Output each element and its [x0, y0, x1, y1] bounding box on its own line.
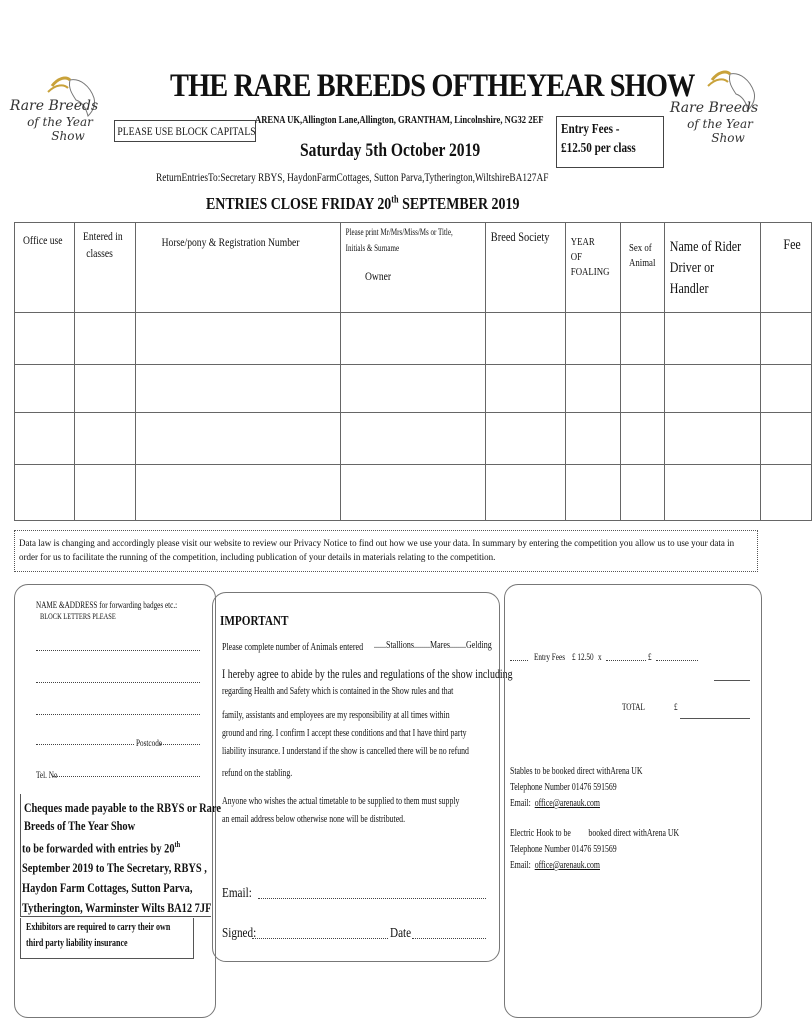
name-of-rider-label: Name of Rider: [670, 239, 742, 255]
name-address-label: NAME &ADDRESS for forwarding badges etc.:: [36, 600, 178, 610]
col-owner: [341, 223, 485, 313]
show-date: Saturday 5th October 2019: [300, 140, 481, 161]
table-row[interactable]: [15, 313, 812, 365]
agree-line-2: regarding Health and Safety which is contained in the Show rules and that: [222, 686, 454, 697]
date-field[interactable]: [412, 938, 486, 939]
hook-email-link[interactable]: office@arenauk.com: [534, 860, 601, 871]
stallions-mares-gelding[interactable]: ......Stallions........Mares........Gelding: [374, 640, 492, 651]
cheques-line-3-text: to be forwarded with entries by 20: [22, 840, 175, 856]
stables-email-label: Email:: [510, 798, 531, 809]
timetable-line-1: Anyone who wishes the actual timetable to be supplied to them must supply: [222, 796, 460, 807]
postcode-field[interactable]: [160, 744, 200, 745]
signed-label: Signed:: [222, 926, 257, 941]
agree-line-4: ground and ring. I confirm I accept these conditions and that I have third party: [222, 728, 467, 739]
hook-email-row: [510, 858, 600, 873]
important-heading: IMPORTANT: [220, 614, 289, 629]
address-line[interactable]: [36, 714, 200, 715]
logo-line-2: of the Year: [27, 115, 93, 129]
table-row[interactable]: [15, 465, 812, 521]
entry-fees-label: Entry Fees -: [561, 122, 620, 137]
driver-or-label: Driver or: [670, 260, 715, 276]
logo-line-1: Rare Breeds: [669, 100, 759, 116]
block-capitals: PLEASE USE BLOCK CAPITALS: [117, 124, 256, 138]
entries-close-sup: th: [391, 194, 399, 206]
tel-field[interactable]: [52, 776, 200, 777]
sex-of-label: Sex of: [629, 242, 653, 254]
col-entered: [75, 223, 136, 313]
entry-fees-value: £12.50 per class: [561, 141, 636, 156]
agree-line-6: refund on the stabling.: [222, 768, 293, 779]
entered-in-label: Entered in: [83, 229, 124, 243]
entries-close-main: ENTRIES CLOSE FRIDAY 20: [206, 194, 392, 213]
hook-line-2: Telephone Number 01476 591569: [510, 844, 617, 855]
fee-total-field[interactable]: [656, 660, 698, 661]
year-label: YEAR: [570, 236, 595, 248]
breed-society-label: Breed Society: [490, 229, 550, 244]
agree-line-3: family, assistants and employees are my responsibility at all times within: [222, 710, 450, 721]
address-line[interactable]: [36, 744, 134, 745]
stables-email-link[interactable]: office@arenauk.com: [534, 798, 601, 809]
data-law-box: [14, 530, 758, 572]
cheques-line-1: Cheques made payable to the RBYS or Rare: [24, 800, 221, 815]
stables-email-row: [510, 796, 600, 811]
logo-line-2: of the Year: [687, 117, 753, 131]
entries-table: [14, 222, 812, 521]
logo-line-1: Rare Breeds: [9, 98, 99, 114]
hook-line-1: [510, 826, 679, 841]
print-name-label-2: Initials & Surname: [346, 243, 400, 253]
cheques-line-5: Haydon Farm Cottages, Sutton Parva,: [22, 880, 193, 895]
total-pound: £: [674, 702, 678, 712]
cheques-line-2: Breeds of The Year Show: [24, 818, 136, 833]
cheques-sup: th: [174, 840, 181, 849]
col-horse: [136, 223, 341, 313]
animals-entered: Please complete number of Animals entered: [222, 642, 364, 653]
col-sex: [621, 223, 665, 313]
handler-label: Handler: [670, 281, 709, 297]
cheques-line-3: [22, 840, 180, 856]
email-field[interactable]: [258, 898, 486, 899]
table-row[interactable]: [15, 365, 812, 413]
col-fee: [761, 223, 812, 313]
logo-left: [8, 72, 100, 158]
cheques-line-4: September 2019 to The Secretary, RBYS ,: [22, 860, 207, 875]
date-label: Date: [390, 926, 412, 941]
owner-label: Owner: [365, 269, 392, 283]
hook-line-1b: booked direct withArena UK: [588, 828, 680, 839]
total-label: TOTAL: [622, 702, 645, 712]
return-address: ReturnEntriesTo:Secretary RBYS, HaydonFarmCottages, Sutton Parva,Tytherington,WiltshireBA127AF: [156, 170, 549, 184]
exhibitors-line-2: third party liability insurance: [26, 938, 128, 949]
fee-pound: £: [648, 652, 652, 662]
multiply-sign: x: [598, 652, 602, 662]
table-row[interactable]: [15, 413, 812, 465]
cheques-line-6: Tytherington, Warminster Wilts BA12 7JF: [22, 900, 212, 915]
total-field[interactable]: [680, 718, 750, 719]
animal-label: Animal: [629, 257, 656, 269]
col-office-use: [15, 223, 75, 313]
hook-email-label: Email:: [510, 860, 531, 871]
table-header-row: [15, 223, 812, 313]
rule-line: [714, 680, 750, 681]
hook-line-1a: Electric Hook to be: [510, 828, 571, 839]
exhibitors-line-1: Exhibitors are required to carry their own: [26, 922, 171, 933]
stables-line-2: Telephone Number 01476 591569: [510, 782, 617, 793]
horse-pony-label: Horse/pony & Registration Number: [161, 235, 300, 249]
col-breed-society: [485, 223, 565, 313]
venue: ARENA UK,Allington Lane,Allington, GRANTHAM, Lincolnshire, NG32 2EF: [255, 114, 544, 126]
postcode-label: Postcode: [136, 738, 162, 748]
logo-line-3: Show: [711, 131, 745, 145]
email-label: Email:: [222, 886, 252, 901]
data-law-text: Data law is changing and accordingly please visit our website to review our Privacy Notice to find out how we use your data. In summary by entering the competition you allow us to use your data in order for us to facilitate the running of the competition, including publication of your details in materials relating to the competition.: [19, 538, 735, 562]
col-rider: [665, 223, 761, 313]
page-title: THE RARE BREEDS OFTHEYEAR SHOW: [170, 68, 695, 104]
entry-fees-text: Entry Fees: [534, 652, 565, 662]
logo-line-3: Show: [51, 129, 85, 143]
fee-label: Fee: [783, 237, 802, 253]
col-year: [565, 223, 620, 313]
entry-fees-box: [556, 116, 664, 168]
print-name-label-1: Please print Mr/Mrs/Miss/Ms or Title,: [346, 227, 454, 237]
office-use-label: Office use: [23, 233, 63, 247]
agree-line-5: liability insurance. I understand if the show is cancelled there will be no refund: [222, 746, 469, 757]
of-label: OF: [570, 251, 583, 263]
address-line[interactable]: [36, 682, 200, 683]
fee-amount: £ 12.50: [572, 652, 594, 662]
entries-close-end: SEPTEMBER 2019: [398, 194, 520, 213]
tel-label: Tel. No: [36, 770, 58, 780]
signed-field[interactable]: [252, 938, 388, 939]
block-capitals-box: [114, 120, 256, 142]
timetable-line-2: an email address below otherwise none will be distributed.: [222, 814, 406, 825]
block-letters-label: BLOCK LETTERS PLEASE: [40, 612, 116, 621]
classes-count-field[interactable]: [510, 660, 528, 661]
foaling-label: FOALING: [570, 266, 610, 278]
address-line[interactable]: [36, 650, 200, 651]
agree-line-1: I hereby agree to abide by the rules and regulations of the show including: [222, 666, 513, 681]
entries-close: [206, 194, 519, 214]
fee-count-field[interactable]: [606, 660, 646, 661]
stables-line-1: Stables to be booked direct withArena UK: [510, 766, 643, 777]
classes-label: classes: [86, 246, 114, 260]
